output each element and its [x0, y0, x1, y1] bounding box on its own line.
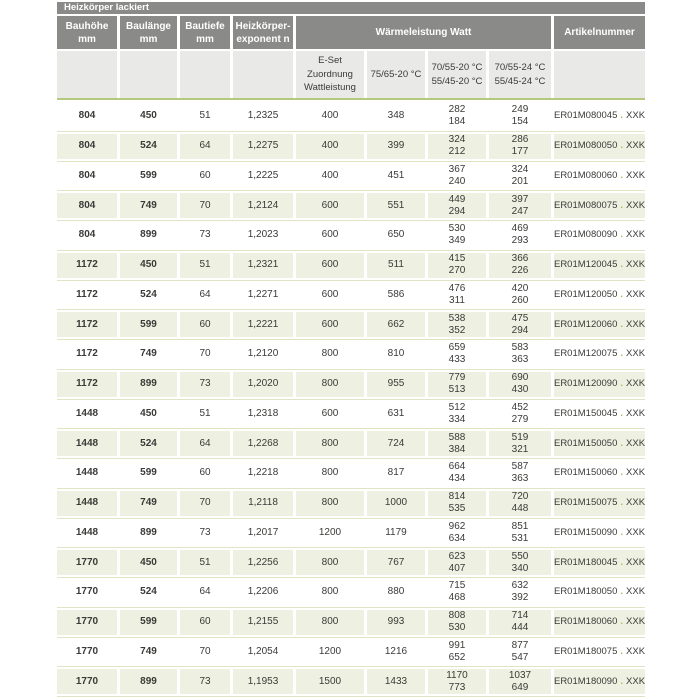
cell-artikelnummer: ER01M180075 . XXK: [554, 640, 645, 665]
cell-exponent: 1,2017: [233, 521, 293, 546]
cell-watt-75-65: 662: [367, 312, 425, 337]
col-header-exponent: Heizkörper- exponent n: [233, 16, 293, 49]
cell-eset: 600: [296, 193, 364, 218]
cell-watt-70-55-20: 659 433: [428, 342, 486, 367]
table-row: [57, 251, 645, 281]
cell-watt-70-55-24: 469 293: [489, 223, 551, 248]
cell-exponent: 1,2256: [233, 550, 293, 575]
cell-watt-70-55-24: 452 279: [489, 402, 551, 427]
cell-artikelnummer: ER01M120090 . XXK: [554, 372, 645, 397]
cell-bauhoehe: 1172: [57, 283, 117, 308]
cell-baulaenge: 899: [120, 372, 177, 397]
cell-exponent: 1,2321: [233, 253, 293, 278]
cell-artikelnummer: ER01M120075 . XXK: [554, 342, 645, 367]
cell-artikelnummer: ER01M150050 . XXK: [554, 431, 645, 456]
cell-baulaenge: 749: [120, 342, 177, 367]
cell-bauhoehe: 804: [57, 104, 117, 129]
cell-exponent: 1,2023: [233, 223, 293, 248]
cell-eset: 800: [296, 431, 364, 456]
cell-artikelnummer: ER01M180060 . XXK: [554, 610, 645, 635]
table-row: [57, 370, 645, 400]
cell-artikelnummer: ER01M120060 . XXK: [554, 312, 645, 337]
cell-eset: 600: [296, 283, 364, 308]
cell-watt-70-55-24: 632 392: [489, 580, 551, 605]
cell-watt-70-55-24: 519 321: [489, 431, 551, 456]
cell-exponent: 1,2054: [233, 640, 293, 665]
cell-eset: 800: [296, 550, 364, 575]
cell-bautiefe: 51: [180, 253, 230, 278]
cell-bauhoehe: 1448: [57, 491, 117, 516]
cell-bautiefe: 51: [180, 104, 230, 129]
cell-baulaenge: 524: [120, 580, 177, 605]
cell-watt-70-55-24: 714 444: [489, 610, 551, 635]
column-header-row: [57, 16, 645, 49]
cell-baulaenge: 450: [120, 550, 177, 575]
cell-watt-70-55-24: 366 226: [489, 253, 551, 278]
col-header-bauhoehe: Bauhöhe mm: [57, 16, 117, 49]
cell-eset: 400: [296, 164, 364, 189]
cell-watt-70-55-20: 1170 773: [428, 669, 486, 694]
cell-bauhoehe: 804: [57, 134, 117, 159]
cell-artikelnummer: ER01M080090 . XXK: [554, 223, 645, 248]
cell-watt-70-55-20: 449 294: [428, 193, 486, 218]
cell-watt-70-55-24: 397 247: [489, 193, 551, 218]
cell-watt-70-55-20: 991 652: [428, 640, 486, 665]
cell-watt-70-55-20: 512 334: [428, 402, 486, 427]
cell-watt-70-55-24: 1037 649: [489, 669, 551, 694]
cell-watt-75-65: 1216: [367, 640, 425, 665]
cell-bauhoehe: 804: [57, 193, 117, 218]
table-row: [57, 132, 645, 162]
cell-eset: 600: [296, 402, 364, 427]
cell-artikelnummer: ER01M080075 . XXK: [554, 193, 645, 218]
cell-exponent: 1,2325: [233, 104, 293, 129]
table-row: [57, 310, 645, 340]
cell-eset: 400: [296, 104, 364, 129]
cell-baulaenge: 450: [120, 253, 177, 278]
cell-bauhoehe: 1770: [57, 610, 117, 635]
cell-artikelnummer: ER01M150090 . XXK: [554, 521, 645, 546]
cell-exponent: 1,2271: [233, 283, 293, 308]
sub-header-70-55-24: 70/55-24 °C 55/45-24 °C: [489, 51, 551, 98]
cell-watt-75-65: 1000: [367, 491, 425, 516]
cell-artikelnummer: ER01M080050 . XXK: [554, 134, 645, 159]
cell-bautiefe: 73: [180, 669, 230, 694]
cell-artikelnummer: ER01M120050 . XXK: [554, 283, 645, 308]
cell-baulaenge: 899: [120, 223, 177, 248]
col-header-bautiefe: Bautiefe mm: [180, 16, 230, 49]
cell-watt-75-65: 955: [367, 372, 425, 397]
cell-bautiefe: 60: [180, 610, 230, 635]
table-row: [57, 578, 645, 608]
table-title: Heizkörper lackiert: [57, 2, 645, 14]
cell-bauhoehe: 1770: [57, 669, 117, 694]
cell-bautiefe: 70: [180, 193, 230, 218]
cell-watt-75-65: 348: [367, 104, 425, 129]
cell-artikelnummer: ER01M080045 . XXK: [554, 104, 645, 129]
cell-eset: 800: [296, 491, 364, 516]
cell-watt-70-55-24: 720 448: [489, 491, 551, 516]
cell-watt-70-55-24: 851 531: [489, 521, 551, 546]
cell-watt-70-55-24: 420 260: [489, 283, 551, 308]
sub-header-empty-artikelnummer: [554, 51, 645, 98]
cell-exponent: 1,1953: [233, 669, 293, 694]
cell-bautiefe: 60: [180, 461, 230, 486]
table-body: [57, 102, 645, 697]
table-row: [57, 221, 645, 251]
cell-baulaenge: 524: [120, 134, 177, 159]
cell-watt-75-65: 631: [367, 402, 425, 427]
cell-exponent: 1,2225: [233, 164, 293, 189]
cell-eset: 800: [296, 580, 364, 605]
cell-watt-70-55-20: 808 530: [428, 610, 486, 635]
table-row: [57, 548, 645, 578]
cell-bauhoehe: 1172: [57, 372, 117, 397]
sub-header-empty-bauhoehe: [57, 51, 117, 98]
cell-watt-70-55-24: 324 201: [489, 164, 551, 189]
cell-exponent: 1,2268: [233, 431, 293, 456]
cell-watt-75-65: 511: [367, 253, 425, 278]
table-row: [57, 102, 645, 132]
cell-baulaenge: 599: [120, 312, 177, 337]
cell-watt-70-55-20: 324 212: [428, 134, 486, 159]
cell-bauhoehe: 804: [57, 164, 117, 189]
cell-exponent: 1,2318: [233, 402, 293, 427]
table-row: [57, 191, 645, 221]
sub-header-row: [57, 51, 645, 98]
cell-watt-75-65: 880: [367, 580, 425, 605]
table-row: [57, 667, 645, 697]
cell-watt-70-55-20: 962 634: [428, 521, 486, 546]
cell-watt-70-55-20: 779 513: [428, 372, 486, 397]
table-row: [57, 638, 645, 668]
cell-eset: 1500: [296, 669, 364, 694]
cell-watt-70-55-24: 286 177: [489, 134, 551, 159]
cell-watt-75-65: 993: [367, 610, 425, 635]
cell-watt-70-55-24: 583 363: [489, 342, 551, 367]
cell-bautiefe: 51: [180, 550, 230, 575]
cell-bautiefe: 60: [180, 164, 230, 189]
cell-bauhoehe: 1448: [57, 431, 117, 456]
cell-baulaenge: 450: [120, 104, 177, 129]
cell-bautiefe: 64: [180, 431, 230, 456]
cell-watt-70-55-20: 476 311: [428, 283, 486, 308]
cell-exponent: 1,2275: [233, 134, 293, 159]
col-header-artikelnummer: Artikelnummer: [554, 16, 645, 49]
cell-exponent: 1,2221: [233, 312, 293, 337]
cell-bautiefe: 70: [180, 342, 230, 367]
cell-baulaenge: 749: [120, 491, 177, 516]
sub-header-empty-exponent: [233, 51, 293, 98]
cell-bauhoehe: 1448: [57, 402, 117, 427]
cell-eset: 600: [296, 312, 364, 337]
cell-watt-75-65: 586: [367, 283, 425, 308]
cell-watt-70-55-20: 715 468: [428, 580, 486, 605]
col-header-baulaenge: Baulänge mm: [120, 16, 177, 49]
cell-artikelnummer: ER01M150060 . XXK: [554, 461, 645, 486]
sub-header-eset: E-Set Zuordnung Wattleistung: [296, 51, 364, 98]
cell-artikelnummer: ER01M080060 . XXK: [554, 164, 645, 189]
cell-artikelnummer: ER01M180090 . XXK: [554, 669, 645, 694]
table-row: [57, 519, 645, 549]
cell-baulaenge: 524: [120, 431, 177, 456]
table-row: [57, 340, 645, 370]
cell-watt-75-65: 817: [367, 461, 425, 486]
cell-exponent: 1,2020: [233, 372, 293, 397]
cell-bautiefe: 60: [180, 312, 230, 337]
cell-bauhoehe: 1448: [57, 521, 117, 546]
cell-watt-75-65: 1433: [367, 669, 425, 694]
table-row: [57, 489, 645, 519]
cell-baulaenge: 450: [120, 402, 177, 427]
cell-bautiefe: 73: [180, 521, 230, 546]
cell-bauhoehe: 1770: [57, 550, 117, 575]
cell-bauhoehe: 1172: [57, 312, 117, 337]
cell-watt-70-55-24: 587 363: [489, 461, 551, 486]
cell-bautiefe: 73: [180, 372, 230, 397]
cell-bauhoehe: 1770: [57, 640, 117, 665]
cell-watt-70-55-20: 814 535: [428, 491, 486, 516]
cell-eset: 600: [296, 253, 364, 278]
cell-baulaenge: 599: [120, 610, 177, 635]
cell-bautiefe: 64: [180, 580, 230, 605]
cell-baulaenge: 524: [120, 283, 177, 308]
cell-watt-75-65: 1179: [367, 521, 425, 546]
cell-watt-70-55-20: 282 184: [428, 104, 486, 129]
cell-artikelnummer: ER01M150075 . XXK: [554, 491, 645, 516]
cell-watt-70-55-24: 550 340: [489, 550, 551, 575]
sub-header-70-55-20: 70/55-20 °C 55/45-20 °C: [428, 51, 486, 98]
cell-watt-75-65: 650: [367, 223, 425, 248]
cell-bauhoehe: 1448: [57, 461, 117, 486]
cell-bauhoehe: 804: [57, 223, 117, 248]
cell-watt-70-55-24: 475 294: [489, 312, 551, 337]
cell-eset: 800: [296, 610, 364, 635]
cell-exponent: 1,2118: [233, 491, 293, 516]
cell-baulaenge: 899: [120, 521, 177, 546]
table-row: [57, 162, 645, 192]
cell-eset: 600: [296, 223, 364, 248]
cell-bautiefe: 70: [180, 640, 230, 665]
radiator-spec-table: [57, 2, 645, 697]
cell-baulaenge: 899: [120, 669, 177, 694]
cell-watt-70-55-20: 664 434: [428, 461, 486, 486]
cell-watt-75-65: 724: [367, 431, 425, 456]
sub-header-empty-bautiefe: [180, 51, 230, 98]
cell-watt-70-55-20: 367 240: [428, 164, 486, 189]
cell-bauhoehe: 1172: [57, 253, 117, 278]
cell-bautiefe: 73: [180, 223, 230, 248]
cell-baulaenge: 599: [120, 164, 177, 189]
sub-header-empty-baulaenge: [120, 51, 177, 98]
cell-baulaenge: 749: [120, 193, 177, 218]
cell-watt-70-55-24: 877 547: [489, 640, 551, 665]
cell-bautiefe: 64: [180, 283, 230, 308]
cell-watt-75-65: 767: [367, 550, 425, 575]
cell-watt-70-55-20: 538 352: [428, 312, 486, 337]
cell-watt-75-65: 399: [367, 134, 425, 159]
cell-exponent: 1,2155: [233, 610, 293, 635]
cell-eset: 1200: [296, 521, 364, 546]
table-row: [57, 281, 645, 311]
table-row: [57, 459, 645, 489]
cell-bautiefe: 70: [180, 491, 230, 516]
cell-bautiefe: 64: [180, 134, 230, 159]
cell-watt-70-55-20: 415 270: [428, 253, 486, 278]
cell-watt-75-65: 451: [367, 164, 425, 189]
cell-eset: 800: [296, 342, 364, 367]
cell-baulaenge: 599: [120, 461, 177, 486]
cell-exponent: 1,2206: [233, 580, 293, 605]
col-header-waermeleistung: Wärmeleistung Watt: [296, 16, 551, 49]
sub-header-75-65: 75/65-20 °C: [367, 51, 425, 98]
cell-watt-75-65: 810: [367, 342, 425, 367]
cell-baulaenge: 749: [120, 640, 177, 665]
cell-watt-75-65: 551: [367, 193, 425, 218]
cell-artikelnummer: ER01M150045 . XXK: [554, 402, 645, 427]
cell-watt-70-55-20: 623 407: [428, 550, 486, 575]
cell-watt-70-55-24: 690 430: [489, 372, 551, 397]
cell-artikelnummer: ER01M180045 . XXK: [554, 550, 645, 575]
cell-watt-70-55-20: 530 349: [428, 223, 486, 248]
cell-eset: 800: [296, 372, 364, 397]
cell-watt-70-55-24: 249 154: [489, 104, 551, 129]
cell-eset: 400: [296, 134, 364, 159]
cell-exponent: 1,2124: [233, 193, 293, 218]
table-row: [57, 429, 645, 459]
cell-bautiefe: 51: [180, 402, 230, 427]
header-accent-line: [57, 98, 645, 100]
cell-bauhoehe: 1770: [57, 580, 117, 605]
table-row: [57, 608, 645, 638]
cell-bauhoehe: 1172: [57, 342, 117, 367]
cell-eset: 800: [296, 461, 364, 486]
cell-exponent: 1,2120: [233, 342, 293, 367]
cell-watt-70-55-20: 588 384: [428, 431, 486, 456]
cell-eset: 1200: [296, 640, 364, 665]
table-row: [57, 400, 645, 430]
cell-artikelnummer: ER01M120045 . XXK: [554, 253, 645, 278]
cell-artikelnummer: ER01M180050 . XXK: [554, 580, 645, 605]
cell-exponent: 1,2218: [233, 461, 293, 486]
